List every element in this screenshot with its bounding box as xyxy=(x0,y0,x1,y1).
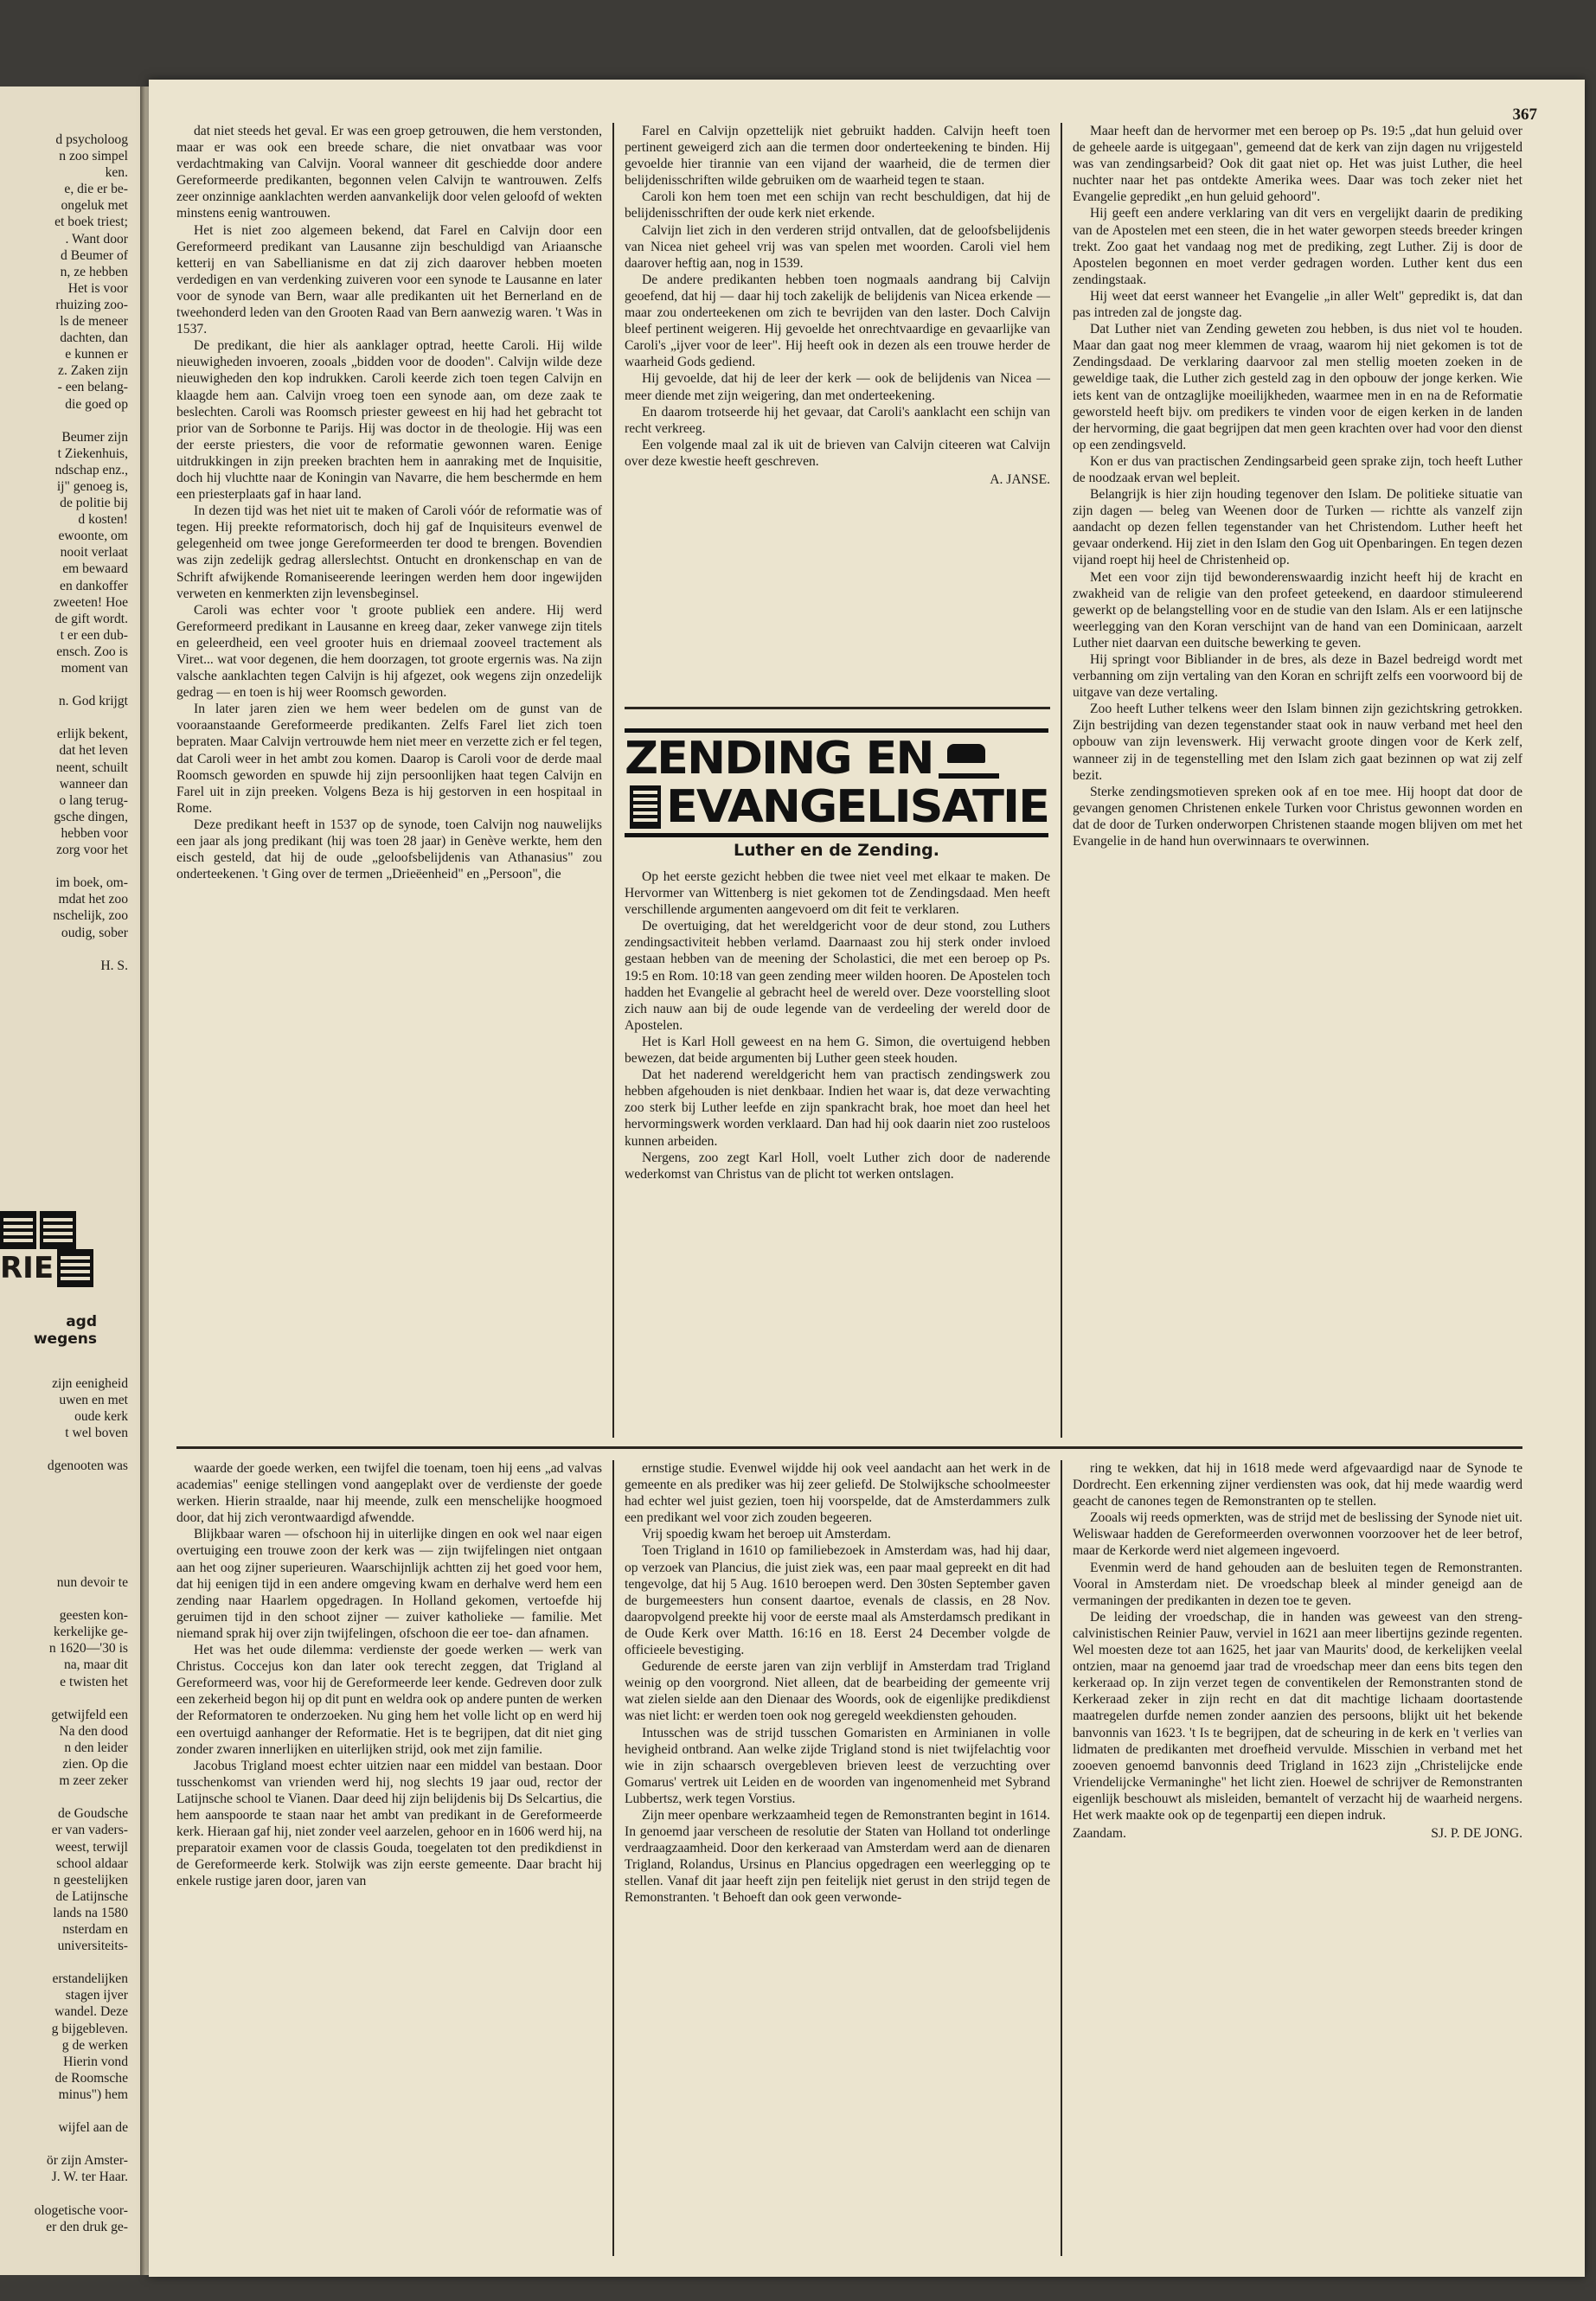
text-fragment: de Goudsche xyxy=(58,1806,128,1822)
article-column-1-bottom xyxy=(176,1460,602,2256)
paragraph: Intusschen was de strijd tusschen Gomaristen en Arminianen in volle hevigheid ontbrand. Aan welke zijde Trigland stond is niet twijfelachtig voor wie in zijn schaarsch overgebleven brieven leest de verzuchting over Gomarus' vertrek uit Leiden en de woorden van ingenomenheid met Sybrand Lubbertsz, werk tegen Vorstius. xyxy=(625,1725,1050,1806)
paragraph: De andere predikanten hebben toen nogmaals aandrang bij Calvijn geoefend, dat hij — daar hij toch zakelijk de belijdenis van Nicea erkende — maar zou onderteekenen om zich te bevrijden van den laster. Doch Calvijn bleef pertinent weigeren. Hij gevoelde het onrechtvaardige en gevaarlijke van Caroli's „ijver voor de leer". Hij heeft ook in dezen als een trouwe herder de waarheid Gods gediend. xyxy=(625,272,1050,370)
paragraph: Met een voor zijn tijd bewonderenswaardig inzicht heeft hij de kracht en zwakheid van de religie van den profeet geteekend, en daardoor stimuleerend gewerkt op de belangstelling voor en de studie van den Islam. Als er een latijnsche weerlegging van den Koran verschijnt van de hand van een Dominicaan, aarzelt Luther niet daarvan een duitsche bewerking te geven. xyxy=(1073,569,1522,651)
paragraph: Het is Karl Holl geweest en na hem G. Simon, die overtuigend hebben bewezen, dat beide argumenten bij Luther geen steek houden. xyxy=(625,1034,1050,1067)
text-fragment: z. Zaken zijn xyxy=(58,363,128,379)
paragraph: dat niet steeds het geval. Er was een groep getrouwen, die hem verstonden, maar er was ook een breede schare, die niet onvatbaar was voor verdachtmaking van Calvijn. Vooral wanneer dit geschiedde door andere Gereformeerde predikanten, begonnen velen Calvijn te wantrouwen. Zelfs zeer onzinnige aanklachten werden aanvankelijk door velen geloofd of wekten minstens eenig wantrouwen. xyxy=(176,124,602,221)
text-fragment xyxy=(0,858,128,875)
article-column-2 xyxy=(625,123,1050,702)
left-fragments-top xyxy=(0,131,128,974)
paragraph: Sterke zendingsmotieven spreken ook af en toe mee. Hij hoopt dat door de gevangen genomen Christenen enkele Turken voor Christus gewonnen worden en dat de door de Turken onderworpen Christenen staande mogen blijven om met het Evangelie in de hand hun overwinnaars te overwinnen. xyxy=(1073,784,1522,849)
text-fragment: ewoonte, om xyxy=(58,529,128,544)
text-fragment: neent, schuilt xyxy=(55,760,128,775)
paragraph: Belangrijk is hier zijn houding tegenover den Islam. De politieke situatie van zijn dagen — beleg van Weenen door de Turken — richtte als vanzelf zijn aandacht op dezen fellen tegenstander van het Christendom. Luther heeft het gevaar onderkend. Hij ziet in den Islam den Gog uit Openbaringen. En tegen dezen vijand roept hij heel de Christenheid op. xyxy=(1073,487,1522,568)
article-column-2-lower xyxy=(625,868,1050,1438)
paragraph: In later jaren zien we hem weer bedelen om de gunst van de vooraanstaande Gereformeerde predikanten. Zelfs Farel liet zich toen bepraten. Maar Calvijn vertrouwde hem niet meer en verzette zich er fel tegen, dat Caroli weer in het ambt zou komen. Daarop is Caroli voor de derde maal Roomsch geworden en spuwde hij zijn persoonlijken haat tegen Calvijn en Farel uit in zijn preeken. Volgens Beza is hij gestorven in een hospitaal in Rome. xyxy=(176,702,602,816)
signature-line xyxy=(1073,1825,1522,1842)
text-fragment xyxy=(0,941,128,958)
left-section-heading: agd wegens xyxy=(33,1313,97,1348)
text-fragment: dgenooten was xyxy=(47,1458,128,1474)
column-rule xyxy=(1061,1460,1062,2256)
text-fragment: H. S. xyxy=(100,958,128,973)
text-fragment: hebben voor xyxy=(61,825,128,841)
text-fragment: o lang terug- xyxy=(59,792,128,808)
text-fragment: n 1620—'30 is xyxy=(48,1641,128,1657)
section-divider xyxy=(176,1446,1522,1449)
signature-line xyxy=(625,471,1050,488)
masthead-block-icon xyxy=(0,1211,36,1249)
text-fragment: Beumer zijn xyxy=(61,429,128,445)
paragraph: En daarom trotseerde hij het gevaar, dat Caroli's aanklacht een schijn van recht verkreeg. xyxy=(625,404,1050,436)
text-fragment: oude kerk xyxy=(74,1409,128,1425)
text-fragment: t wel boven xyxy=(65,1426,128,1441)
text-fragment: - een belang- xyxy=(57,380,128,395)
paragraph: waarde der goede werken, een twijfel die toenam, toen hij eens „ad valvas academias" eenige stellingen vond aangeplakt over de verdienste der goede werken. Hierin straalde, naar hij meende, zulk een menschelijke hoogmoed door, dat hij zich verontwaardigd afwendde. xyxy=(176,1461,602,1526)
text-fragment: wijfel aan de xyxy=(58,2120,128,2136)
text-fragment: oudig, sober xyxy=(61,925,128,940)
text-fragment: ij" genoeg is, xyxy=(56,478,128,494)
paragraph: Dat Luther niet van Zending geweten zou hebben, is dus niet vol te houden. Maar dan gaat nog meer klemmen de vraag, waarom hij niet gekomen is tot de Zendingsdaad. De verklaring daarvoor zal men stellig moeten zoeken in de geweldige taak, die Luther zich gesteld zag in den opbouw der jonge kerken. Wie iets kent van de ontzaglijke moeilijkheden, waarmee men in en na de Reformatie geworsteld heeft bijv. om predikers te vinden voor de eigen kerken in de landen der hervorming, die gaat begrijpen dat men geen krachten over had voor den dienst op een zendingsveld. xyxy=(1073,322,1522,452)
paragraph: Gedurende de eerste jaren van zijn verblijf in Amsterdam trad Trigland weinig op den voorgrond. Niet alleen, dat de bearbeiding der gemeente vrij wat zielen sielde aan den Dienaar des Woords, ook de eigenlijke predikdienst was niet licht: er werden toen ook nog geregeld weekdiensten gehouden. xyxy=(625,1659,1050,1724)
text-fragment: geesten kon- xyxy=(59,1608,128,1624)
text-fragment: ensch. Zoo is xyxy=(56,644,128,659)
text-fragment: g bijgebleven. xyxy=(51,2021,128,2036)
text-fragment: de Latijnsche xyxy=(55,1888,128,1904)
text-fragment: de Roomsche xyxy=(54,2070,128,2086)
paragraph: De leiding der vroedschap, die in handen was geweest van den streng-calvinistischen Reinier Pauw, verviel in 1621 aan meer libertijns gezinde regenten. Wel moesten deze tot aan 1625, het jaar van Maurits' dood, de kerkelijken veelal ontzien, maar na genoemd jaar trad de vroedschap meer dan eens bits tegen den kerkeraad op. In zijn verzet tegen de conventikelen der Remonstranten stond de Kerkeraad zeker in zijn recht en dat dit machtige lichaam doortastende maatregelen durfde nemen zonder aanzien des persoons, blijkt uit het bekende banvonnis van 1623. 't Is te begrijpen, dat de scheuring in de kerk en 't verlies van lidmaten de predikanten met droefheid vervulde. Misschien in verband met het zooeven genoemd banvonnis deed Trigland in 1623 zijn „Christelijcke ende Vriendelijcke Vermaninghe" het licht zien. Hoewel de schrijver de Remonstranten eigenlijk beschouwt als misleiden, bemantelt of verzacht hij de waarheid nergens. Het werk maakte ook op de tegenpartij een diepen indruk. xyxy=(1073,1609,1522,1823)
lamp-icon xyxy=(939,739,999,779)
text-fragment: em bewaard xyxy=(62,561,128,577)
column-rule xyxy=(612,123,614,1438)
left-fragments-mid xyxy=(0,1375,128,1475)
text-fragment: n geestelijken xyxy=(53,1872,128,1888)
paragraph: Maar heeft dan de hervormer met een beroep op Ps. 19:5 „dat hun geluid over de geheele aarde is uitgegaan", gemeend dat de kerk van zijn dagen nu vrijgesteld was van zendingsarbeid? Ook dit gaat niet op. Het was juist Luther, die heel nuchter naar het pas ontdekte Amerika wees. Daar was toch zeker niet het Evangelie gepredikt „en hun geluid gehoord". xyxy=(1073,124,1522,205)
text-fragment xyxy=(0,2136,128,2152)
text-fragment: m zeer zeker xyxy=(59,1773,128,1789)
column-rule xyxy=(612,1460,614,2256)
article-column-3 xyxy=(1073,123,1522,1438)
text-fragment xyxy=(0,2103,128,2119)
text-fragment: n den leider xyxy=(64,1740,128,1755)
text-fragment xyxy=(0,1789,128,1805)
text-fragment xyxy=(0,1690,128,1707)
paragraph: Het is niet zoo algemeen bekend, dat Farel en Calvijn door een Gereformeerd predikant van Lausanne zijn beschuldigd van Ariaansche ketterij en van Sabellianisme en dat zij zich daarover hebben moeten verdedigen en van verdenking zuiveren voor een synode te Lausanne en later voor de synode van Bern, waar alle predikanten uit het Bernerland en de tweehonderd leden van den Grooten Raad van Bern aanwezig waren. 't Was in 1537. xyxy=(176,222,602,337)
paragraph: Toen Trigland in 1610 op familiebezoek in Amsterdam was, had hij daar, op verzoek van Plancius, die juist ziek was, een paar maal gepreekt en dit had tengevolge, dat hij 5 Aug. 1610 beroepen werd. Den 30sten September gaven de burgemeesters hun consent daartoe, evenals de classis, en 28 Nov. daaropvolgend preekte hij voor de eerste maal als Amsterdamsch predikant in de Oude Kerk over Matth. 16:16 en 18. Eerst 24 December volgde de officieele bevestiging. xyxy=(625,1543,1050,1658)
paragraph: Hij weet dat eerst wanneer het Evangelie „in aller Welt" gepredikt is, dat dan pas intreden zal de jongste dag. xyxy=(1073,288,1522,321)
paragraph: Calvijn liet zich in den verderen strijd ontvallen, dat de geloofsbelijdenis van Nicea niet geheel vrij was van spelen met woorden. Caroli viel hem daarover heftig aan, nog in 1539. xyxy=(625,222,1050,271)
text-fragment: die goed op xyxy=(65,396,128,412)
text-fragment: de politie bij xyxy=(60,496,128,511)
text-fragment: nooit verlaat xyxy=(60,545,128,561)
text-fragment: minus") hem xyxy=(58,2086,128,2102)
text-fragment: Na den dood xyxy=(59,1723,128,1739)
text-fragment: mdat het zoo xyxy=(58,892,128,907)
text-fragment xyxy=(0,413,128,429)
text-fragment: ls de meneer xyxy=(60,314,128,330)
article-column-2-bottom xyxy=(625,1460,1050,2256)
text-fragment: nschelijk, zoo xyxy=(53,908,128,924)
text-fragment: nun devoir te xyxy=(56,1575,128,1590)
text-fragment: ör zijn Amster- xyxy=(46,2153,128,2169)
signature-place: Zaandam. xyxy=(1073,1826,1126,1842)
paragraph: Vrij spoedig kwam het beroep uit Amsterdam. xyxy=(642,1527,891,1542)
article-divider xyxy=(625,707,1050,709)
paragraph: De overtuiging, dat het wereldgericht voor de deur stond, zou Luthers zendingsactiviteit hebben verlamd. Daarnaast zou hij sterk onder invloed gestaan hebben van de meening der Scholastici, die met een beroep op Ps. 19:5 en Rom. 10:18 van geen zending meer wilden hooren. De Apostelen toch hadden het Evangelie al gebracht heel de wereld over. Deze voorstelling sloot zich nauw aan bij de oude legende van de verdeeling der wereld door de Apostelen. xyxy=(625,919,1050,1033)
paragraph: Zoo heeft Luther telkens weer den Islam binnen zijn gezichtskring getrokken. Zijn bestrijding van dezen tegenstander staat ook in nauw verband met heel den opbouw van zijn levenswerk. Hij verwacht groote dingen voor de Kerk zelf, wanneer zij in de tegenstelling met den Islam zich gaat bezinnen op wat zij zelf bezit. xyxy=(1073,702,1522,783)
column-rule xyxy=(1061,123,1062,1438)
text-fragment: rhuizing zoo- xyxy=(55,297,128,312)
text-fragment: d Beumer of xyxy=(61,247,128,263)
author-signature: SJ. P. DE JONG. xyxy=(1431,1826,1522,1842)
text-fragment: lands na 1580 xyxy=(53,1905,128,1920)
left-fragments-bottom xyxy=(0,1574,128,2235)
paragraph: Evenmin werd de hand gehouden aan de besluiten tegen de Remonstranten. Vooral in Amsterdam niet. De vroedschap bleek al minder geneigd aan de vermaningen der predikanten in dezen toe te geven. xyxy=(1073,1560,1522,1608)
section-title: Luther en de Zending. xyxy=(734,841,939,860)
text-fragment: er van vaders- xyxy=(51,1823,128,1838)
text-fragment: er den druk ge- xyxy=(46,2219,128,2234)
text-fragment: t er een dub- xyxy=(60,627,128,643)
text-fragment: gsche dingen, xyxy=(54,809,128,824)
paragraph: Deze predikant heeft in 1537 op de synode, toen Calvijn nog nauwelijks een jaar als jong predikant (hij was toen 28 jaar) in Genève werkte, hem den eisch gesteld, dat hij de oude „geloofsbelijdenis van Athanasius" zou onderteekenen. 't Ging over de termen „Drieëenheid" en „Persoon", die xyxy=(176,817,602,882)
masthead-word-2: EVANGELISATIE xyxy=(665,780,1048,833)
text-fragment: ken. xyxy=(105,165,128,181)
text-fragment: na, maar dit xyxy=(63,1657,128,1673)
paragraph: Hij springt voor Bibliander in de bres, als deze in Bazel bedreigd wordt met verbanning om zijn vertaling van den Koran en schrijft zelfs een voorwoord bij de uitgave van deze vertaling. xyxy=(1073,652,1522,701)
text-fragment: erlijk bekent, xyxy=(56,727,128,742)
text-fragment: de gift wordt. xyxy=(54,611,128,626)
text-fragment: zorg voor het xyxy=(56,843,128,858)
masthead-block-icon xyxy=(630,785,661,829)
text-fragment: Het is voor xyxy=(67,280,128,296)
left-page-fragment xyxy=(0,87,151,2275)
text-fragment: kerkelijke ge- xyxy=(53,1625,128,1640)
text-fragment: moment van xyxy=(61,661,128,676)
text-fragment: . Want door xyxy=(65,231,128,247)
text-fragment: t Ziekenhuis, xyxy=(57,445,128,461)
paragraph: Een volgende maal zal ik uit de brieven van Calvijn citeeren wat Calvijn over deze kwestie heeft geschreven. xyxy=(625,437,1050,469)
text-fragment: weest, terwijl xyxy=(54,1839,128,1855)
text-fragment: e, die er be- xyxy=(64,182,128,197)
paragraph: ernstige studie. Evenwel wijdde hij ook veel aandacht aan het werk in de gemeente en als prediker was hij zeer geliefd. De Stolwijksche schoolmeester had echter wel juist gezien, toen hij voorspelde, dat de Amsterdammers zulk een predikant wel voor zich zouden begeeren. xyxy=(625,1461,1050,1526)
page-number: 367 xyxy=(1512,106,1537,124)
text-fragment: uwen en met xyxy=(59,1393,128,1408)
paragraph: Nergens, zoo zegt Karl Holl, voelt Luther zich door de naderende wederkomst van Christus van de plicht tot werken ontslagen. xyxy=(625,1150,1050,1182)
paragraph: Dat het naderend wereldgericht hem van practisch zendingswerk zou hebben afgehouden is niet denkbaar. Indien het waar is, dat deze verwachting zoo sterk bij Luther leefde en zijn spankracht brak, hoe moet dan heel het hervormingswerk worden verklaard. Dan had hij ook daarin niet zoo rusteloos kunnen arbeiden. xyxy=(625,1067,1050,1149)
paragraph: Hij geeft een andere verklaring van dit vers en vergelijkt daarin de prediking van de Apostelen met een steen, die in het water geworpen steeds breeder kringen trekt. Zoo gaat het vandaag nog met de prediking, zegt Luther. Zij is door de Apostelen begonnen en moet verder gedragen worden. Luther kent dus een zendingstaak. xyxy=(1073,206,1522,287)
text-fragment: d psycholoog xyxy=(55,132,128,147)
text-fragment xyxy=(0,1441,128,1458)
paragraph: Caroli kon hem toen met een schijn van recht beschuldigen, dat hij de belijdenisschriften der oude kerk niet erkende. xyxy=(625,189,1050,221)
text-fragment: dachten, dan xyxy=(60,330,128,346)
article-column-1 xyxy=(176,123,602,1438)
left-masthead-fragment xyxy=(0,1211,104,1291)
text-fragment: erstandelijken xyxy=(52,1971,128,1987)
text-fragment: e kunnen er xyxy=(65,347,128,362)
masthead-block-icon xyxy=(57,1249,93,1287)
text-fragment: nsterdam en xyxy=(62,1921,128,1937)
paragraph: Blijkbaar waren — ofschoon hij in uiterlijke dingen en ook wel naar eigen overtuiging een trouwe zoon der kerk was — zijn twijfelingen niet ontgaan aan het oog zijner superieuren. Waarschijnlijk achtten zij het goed voor hem, dat hij eenigen tijd in een andere omgeving kwam en derhalve werd hem een zending naar Haarlem opgedragen. In Holland gekomen, vertoefde hij geruimen tijd in den schoot zijner — zuiver katholieke — familie. Met niemand sprak hij over zijn twijfelingen, ofschoon die eer toe- dan afnamen. xyxy=(176,1527,602,1641)
text-fragment: n. God krijgt xyxy=(58,694,128,709)
text-fragment: wanneer dan xyxy=(59,776,128,792)
text-fragment: zweeten! Hoe xyxy=(53,594,128,610)
left-block-word: RIE xyxy=(0,1251,54,1285)
article-column-3-bottom xyxy=(1073,1460,1522,2256)
text-fragment: en dankoffer xyxy=(60,578,128,593)
paragraph: Zooals wij reeds opmerkten, was de strijd met de beslissing der Synode niet uit. Weliswaar hadden de Gereformeerden overwonnen voorzoover het de leer betrof, maar de Kerkorde werd niet algemeen ingevoerd. xyxy=(1073,1510,1522,1559)
paragraph: Zijn meer openbare werkzaamheid tegen de Remonstranten begint in 1614. In genoemd jaar verscheen de resolutie der Staten van Holland tot onderlinge verdraagzaamheid. Door den kerkeraad van Amsterdam werd aan de dienaren Trigland, Rolandus, Ursinus en Plancius opgedragen een weerlegging op te stellen. Vanaf dit jaar heeft zijn pen feitelijk niet gerust in den strijd tegen de Remonstranten. 't Behoeft dan ook geen verwonde- xyxy=(625,1807,1050,1906)
author-signature: A. JANSE. xyxy=(990,471,1050,487)
paragraph: Farel en Calvijn opzettelijk niet gebruikt hadden. Calvijn heeft toen pertinent geweigerd zich aan die termen door onderteekening te binden. Hij gevoelde hier tirannie van een vijand der waarheid, die de termen dier belijdenisschriften wilde gebruiken om de waarheid tegen te staan. xyxy=(625,124,1050,189)
paragraph: Het was het oude dilemma: verdienste der goede werken — werk van Christus. Coccejus kon dan later ook terecht zeggen, dat Trigland al Gereformeerd was, voor hij de Gereformeerde leer kende. Gedreven door zulk een zekerheid begon hij op dit punt en weldra ook op andere punten de werken der Reformatoren te onderzoeken. Nu ging hem het volle licht op en werd hij een overtuigd aanhanger der Reformatie. Het is te begrijpen, dat dit niet ging zonder zwaren innerlijken en uiterlijken strijd, ook met zijn familie. xyxy=(176,1643,602,1757)
text-fragment: zijn eenigheid xyxy=(52,1376,128,1391)
paragraph: Kon er dus van practischen Zendingsarbeid geen sprake zijn, toch heeft Luther de noodzaak ervan wel bepleit. xyxy=(1073,453,1522,485)
paragraph: De predikant, die hier als aanklager optrad, heette Caroli. Hij wilde nieuwigheden invoeren, zooals „bidden voor de dooden". Calvijn wilde deze nieuwigheden den kop indrukken. Caroli keerde zich toen tegen Calvijn en klaagde hem aan. Calvijn vroeg toen een synode aan, om deze zaak te beslechten. Caroli was Roomsch priester geweest en hij had het gebracht tot prior van de Sorbonne te Parijs. Hij was doctor in de theologie. Hij was een der eerste priesters, die voor de reformatie gewonnen waren. Eenige uitdrukkingen in zijn preeken brachten hem in aanraking met de Inquisitie, doch hij vluchtte naar de Koningin van Navarre, die hem beschermde en hem een priesterplaats gaf in haar land. xyxy=(176,338,602,503)
text-fragment: dat het leven xyxy=(59,743,128,759)
masthead-word-1: ZENDING EN xyxy=(625,732,933,785)
text-fragment xyxy=(0,676,128,693)
text-fragment: n zoo simpel xyxy=(59,149,128,164)
paragraph: Jacobus Trigland moest echter uitzien naar een middel van bestaan. Door tusschenkomst van vrienden werd hij, nog slechts 19 jaar oud, rector der Latijnsche school te Vianen. Daar deed hij zijn belijdenis bij Ds Selcartius, die hem aanspoorde te staan naar het ambt van predikant in de Gereformeerde kerk. Hieraan gaf hij, niet zonder veel aarzelen, gehoor en in 1606 werd hij, na preparatoir examen voor de classis Gouda, toegelaten tot den predikdienst in de Gereformeerde kerk. Stolwijk was zijn eerste gemeente. Daar bracht hij enkele rustige jaren door, jaren van xyxy=(176,1758,602,1889)
text-fragment: school aldaar xyxy=(56,1856,128,1871)
text-fragment: im boek, om- xyxy=(55,875,128,891)
text-fragment: et boek triest; xyxy=(54,215,128,230)
section-masthead xyxy=(625,727,1048,833)
text-fragment xyxy=(0,709,128,726)
text-fragment: zien. Op die xyxy=(62,1757,128,1772)
paragraph: Op het eerste gezicht hebben die twee niet veel met elkaar te maken. De Hervormer van Wittenberg is niet gekomen tot de Zendingsdaad. Men heeft verschillende argumenten aangevoerd om dit feit te verklaren. xyxy=(625,869,1050,918)
text-fragment: ologetische voor- xyxy=(34,2202,128,2218)
text-fragment: ndschap enz., xyxy=(54,462,128,478)
text-fragment: g de werken xyxy=(61,2037,128,2053)
text-fragment xyxy=(0,1591,128,1607)
text-fragment: wandel. Deze xyxy=(54,2004,128,2020)
text-fragment: ongeluk met xyxy=(61,198,128,214)
text-fragment: getwijfeld een xyxy=(51,1707,128,1722)
text-fragment: universiteits- xyxy=(57,1939,128,1954)
text-fragment: Hierin vond xyxy=(63,2054,128,2069)
text-fragment: stagen ijver xyxy=(65,1988,128,2003)
text-fragment: e twisten het xyxy=(60,1674,128,1689)
paragraph: Caroli was echter voor 't groote publiek een andere. Hij werd Gereformeerd predikant in Lausanne en kreeg daar, zeker vanwege zijn titels en geleerdheid, een veel grooter huis en driemaal zooveel tractement als Viret... wat voor degenen, die hem doorzagen, tot groote ergernis was. Na zijn valsche aanklachten tegen Calvijn is hij afgezet, ook wegens zijn onzedelijk gedrag — en toen is hij weer Roomsch geworden. xyxy=(176,602,602,701)
paragraph: Hij gevoelde, dat hij de leer der kerk — ook de belijdenis van Nicea — meer diende met zijn weigering, dan met onderteekening. xyxy=(625,371,1050,403)
newspaper-page xyxy=(149,80,1585,2277)
paragraph: ring te wekken, dat hij in 1618 mede werd afgevaardigd naar de Synode te Dordrecht. Een erkenning zijner verdiensten was ook, dat hij mede waardig werd geacht de canones tegen de Remonstranten op te stellen. xyxy=(1073,1461,1522,1509)
masthead-block-icon xyxy=(40,1211,76,1249)
text-fragment: d kosten! xyxy=(78,512,128,528)
text-fragment: J. W. ter Haar. xyxy=(51,2170,128,2185)
text-fragment xyxy=(0,1954,128,1971)
paragraph: In dezen tijd was het niet uit te maken of Caroli vóór de reformatie was of tegen. Hij preekte reformatorisch, doch hij gaf de Inquisiteurs evenwel de gelegenheid om twee jonge Gereformeerden ter dood te brengen. Bovendien was zijn zedelijk gedrag allerslechtst. Ontucht en dronkenschap en van de Schrift afwijkende Romaniseerende leeringen werden hem door ingewijden verweten en kenmerkten zijn levensbeginsel. xyxy=(176,503,602,601)
text-fragment: n, ze hebben xyxy=(60,264,128,279)
text-fragment xyxy=(0,2185,128,2202)
